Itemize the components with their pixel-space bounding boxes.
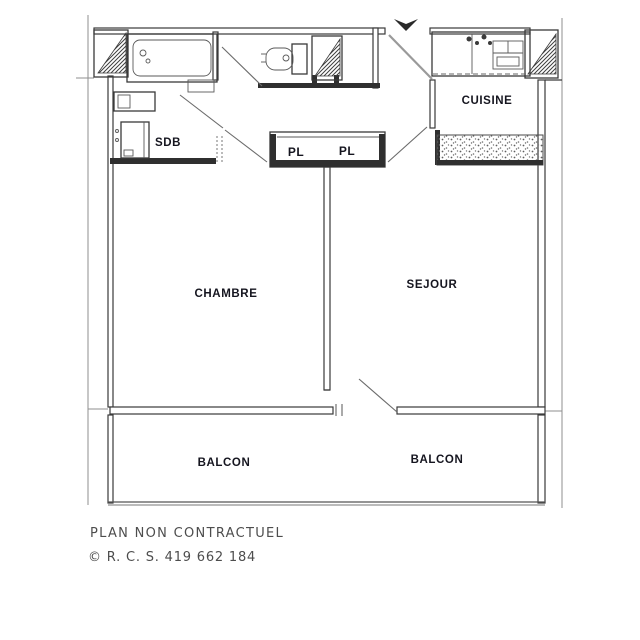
rcs-registration: © R. C. S. 419 662 184 bbox=[88, 550, 257, 565]
wall-top-kitchen bbox=[430, 28, 530, 34]
wall-wc-right bbox=[373, 28, 378, 88]
door-swing-chambre bbox=[225, 130, 267, 162]
label-cuisine: CUISINE bbox=[461, 95, 513, 107]
label-chambre: CHAMBRE bbox=[194, 288, 258, 300]
door-swing-balcony bbox=[359, 379, 397, 412]
door-swing-sdb bbox=[180, 95, 223, 128]
entry-arrow-icon bbox=[394, 19, 418, 31]
label-balcon-right: BALCON bbox=[410, 454, 464, 466]
wall-sdb-bottom bbox=[110, 158, 216, 164]
label-pl-left: PL bbox=[287, 145, 305, 159]
wall-wc-bottom bbox=[258, 83, 380, 88]
wall-bottom-left bbox=[110, 407, 333, 414]
wall-right-balcony bbox=[538, 415, 545, 503]
wall-left-balcony bbox=[108, 415, 113, 503]
kitchen-counter-bottom bbox=[437, 135, 543, 165]
wall-bottom-right bbox=[397, 407, 545, 414]
wall-kitchen-left bbox=[430, 80, 435, 128]
door-swing-wc bbox=[222, 47, 262, 86]
wall-left bbox=[108, 76, 113, 407]
window-section-top-left bbox=[94, 30, 128, 77]
kitchen-sink bbox=[493, 41, 523, 69]
wall-right bbox=[538, 80, 545, 407]
label-balcon-left: BALCON bbox=[197, 457, 251, 469]
washbasin bbox=[114, 92, 155, 111]
door-swing-sejour bbox=[388, 127, 427, 162]
label-sejour: SEJOUR bbox=[406, 279, 458, 291]
window-section-wc bbox=[312, 36, 342, 80]
door-swing-entry bbox=[389, 35, 432, 79]
label-pl-right: PL bbox=[338, 144, 356, 158]
wc-window-stub-right bbox=[334, 75, 339, 88]
wc-window-stub-left bbox=[312, 75, 317, 88]
label-sdb: SDB bbox=[154, 137, 182, 149]
washing-machine bbox=[116, 122, 150, 158]
wall-top bbox=[94, 28, 385, 34]
hob-burners bbox=[467, 35, 493, 46]
toilet bbox=[261, 44, 307, 74]
bathtub bbox=[127, 34, 217, 82]
plan-disclaimer: PLAN NON CONTRACTUEL bbox=[90, 526, 285, 541]
wall-central bbox=[324, 167, 330, 390]
